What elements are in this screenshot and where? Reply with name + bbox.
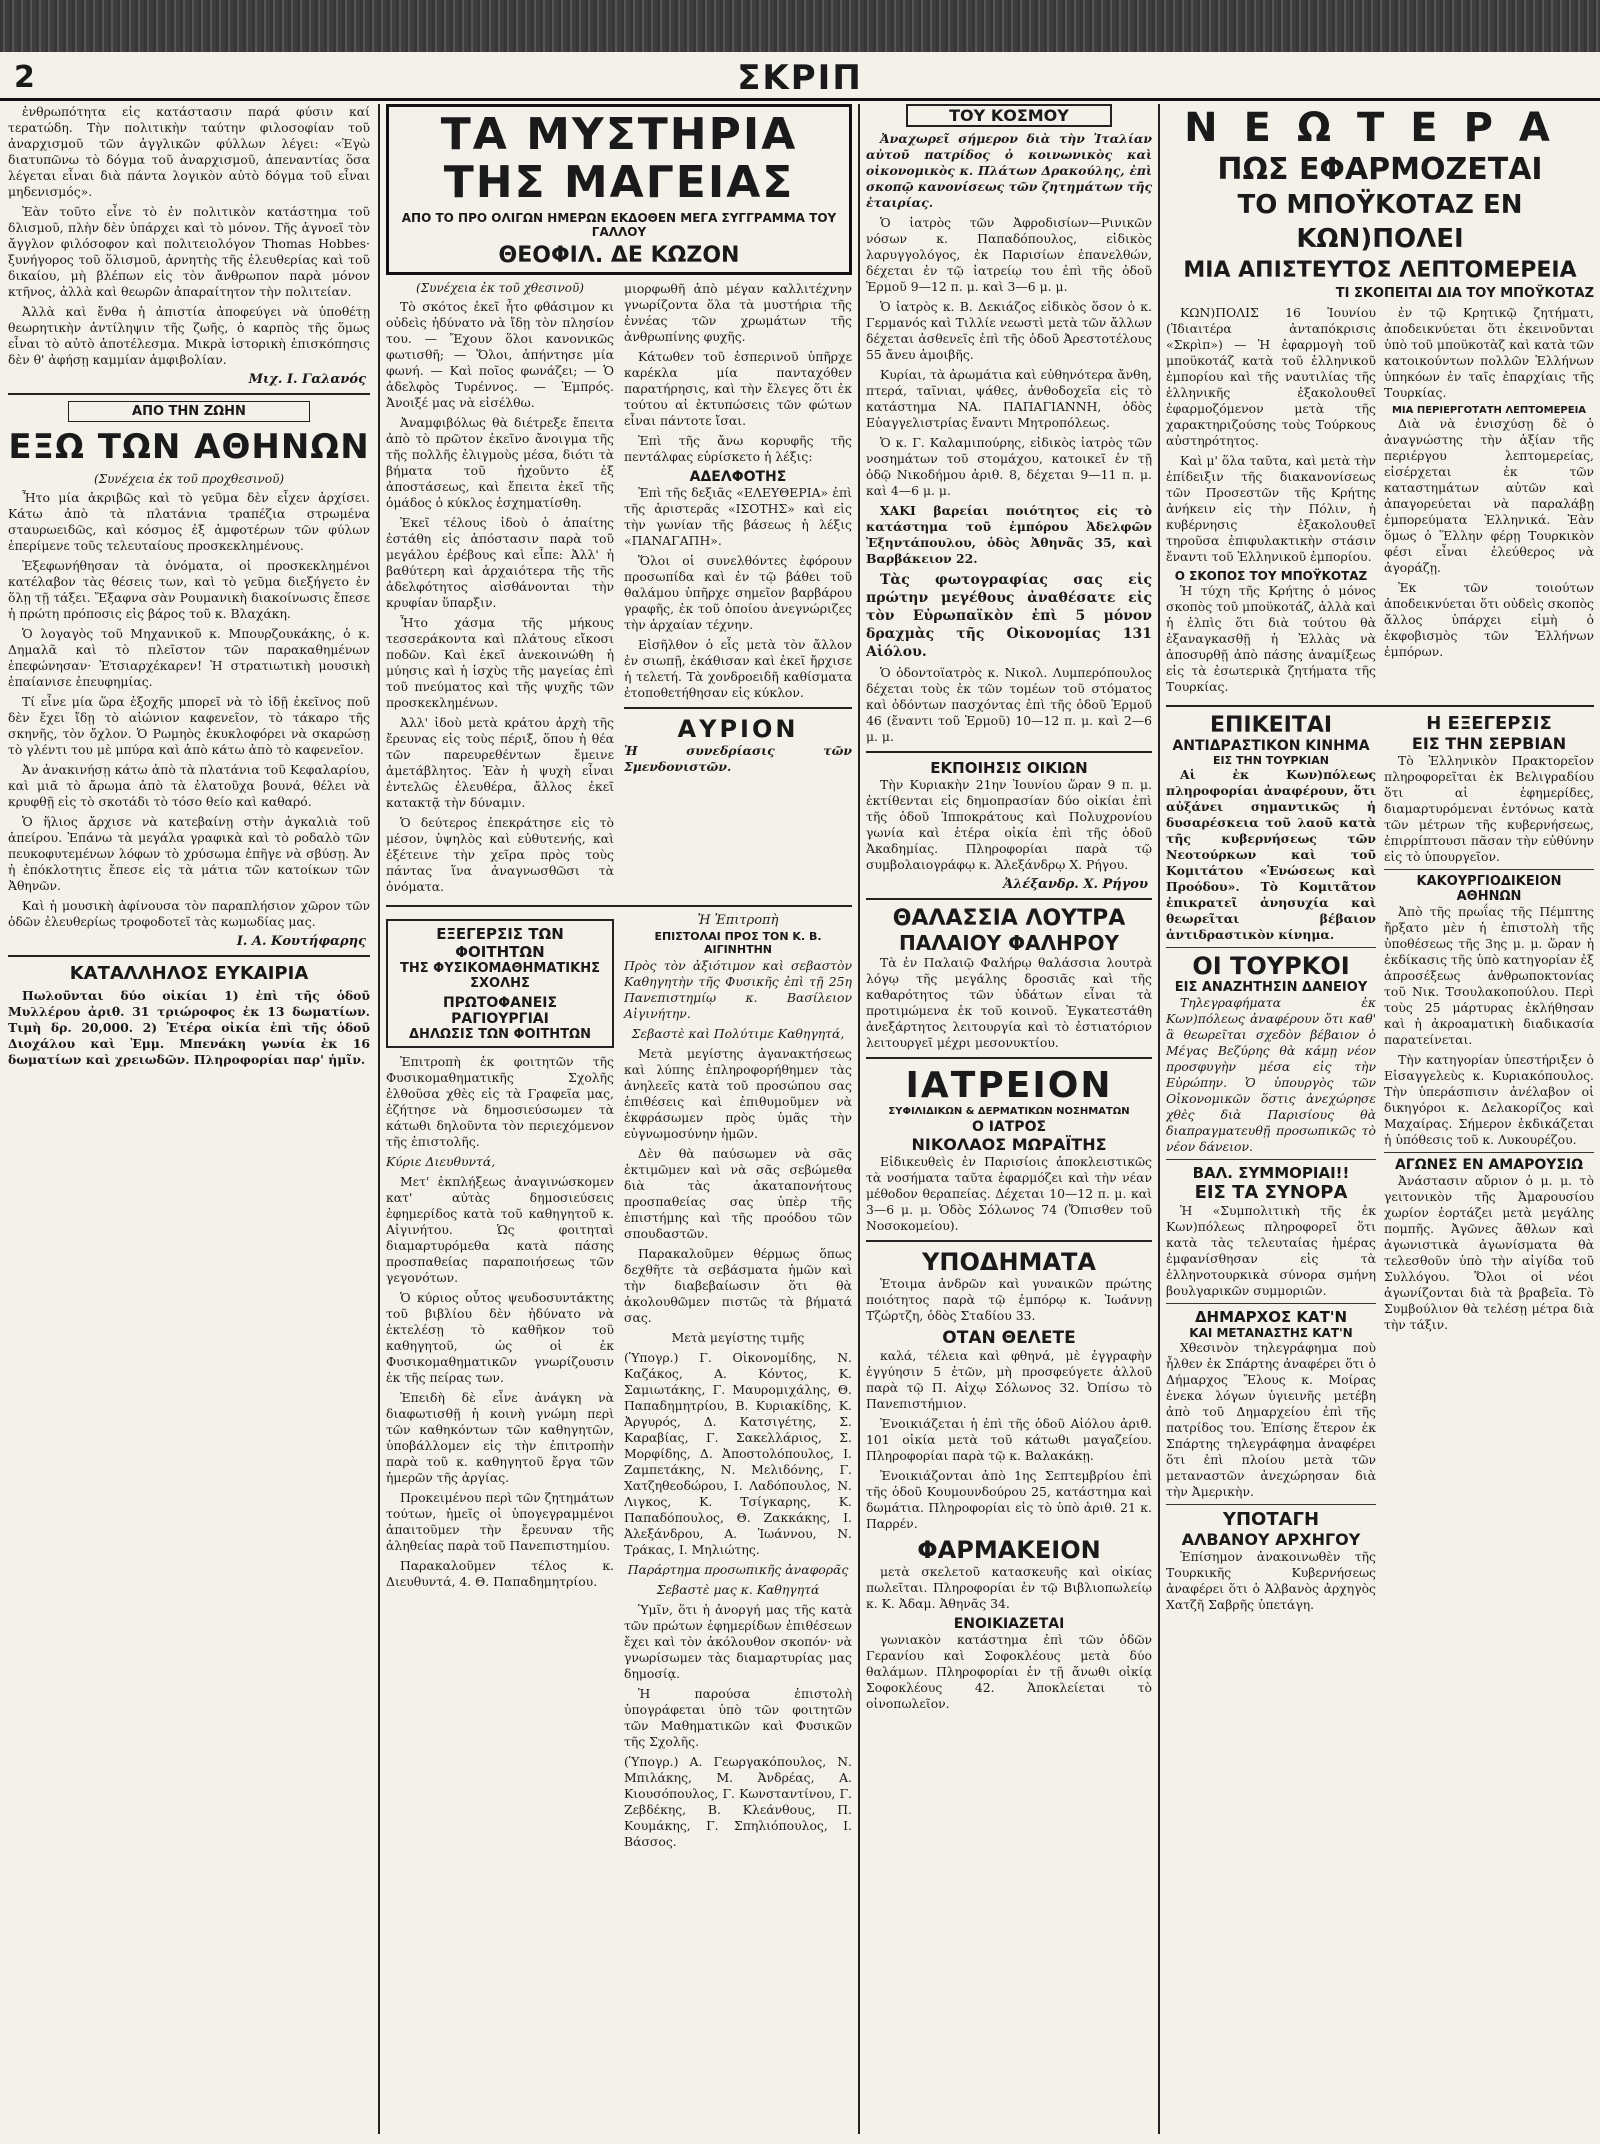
- headline-line-2: ΤΟ ΜΠΟΫΚΟΤΑΖ ΕΝ ΚΩΝ)ΠΟΛΕΙ: [1237, 190, 1523, 254]
- article-paragraph: Τὸ Ἑλληνικὸν Πρακτορεῖον πληροφορεῖται ἐκ Βελιγραδίου ὅτι αἱ ἐφημερίδες, διαμαρτυρόμεναι ἐντόνως κατὰ τῶν μέτρων τῆς κυβερνήσεως, ἐπιρρίπτουσι πᾶσαν τὴν εὐθύνην εἰς τὸ ὑπουργεῖον.: [1384, 753, 1594, 864]
- letters-title: ΕΠΙΣΤΟΛΑΙ ΠΡΟΣ ΤΟΝ Κ. Β. ΑΙΓΙΝΗΤΗΝ: [654, 930, 822, 956]
- students-headline-1: ΕΞΕΓΕΡΣΙΣ ΤΩΝ ΦΟΙΤΗΤΩΝ: [436, 925, 564, 961]
- rental-notice: Ἐνοικιάζεται ἡ ἐπὶ τῆς ὁδοῦ Αἰόλου ἀριθ. 101 οἰκία μετὰ τοῦ κάτωθι μαγαζείου. Πληροφορίαι παρὰ τῷ κ. Βαλακάκῃ.: [866, 1416, 1152, 1463]
- boycott-subcolumn-right: [1384, 305, 1594, 699]
- article-paragraph: Καὶ μ' ὅλα ταῦτα, καὶ μετὰ τὴν ἐπίδειξιν τῆς διακανονίσεως τῶν Προσεστῶν τῆς Κρήτης ἀνήκειν εἰς τὴν Πόλιν, ἡ κυβέρνησις ἐξακολουθεῖ τηροῦσα ἐπιφυλακτικὴν στάσιν ἔναντι τοῦ Ἑλληνικοῦ ἐμπορίου.: [1166, 453, 1376, 564]
- divider: [1166, 1159, 1376, 1160]
- divider: [1384, 869, 1594, 870]
- article-paragraph: Παρακαλοῦμεν θέρμως ὅπως δεχθῆτε τὰ σεβάσματα ἡμῶν καὶ τὴν διαβεβαίωσιν ὅτι θὰ ἀκολουθῶμεν πιστῶς τὰ βήματά σας.: [624, 1246, 852, 1325]
- article-paragraph: Ὅλοι οἱ συνελθόντες ἐφόρουν προσωπίδα καὶ ἐν τῷ βάθει τοῦ θαλάμου ὑπῆρχε σημεῖον βαρβάρου γραφῆς, ἐκ τοῦ ὁποίου ἀνεγνώριζες τὴν ἀρχαίαν τέχνην.: [624, 553, 852, 632]
- article-paragraph: Ὁ δεύτερος ἐπεκράτησε εἰς τὸ μέσον, ὑψηλὸς καὶ εὐθυτενής, καὶ ἐξέτεινε τὴν χεῖρα πρὸς τοὺς πάντας ἵνα ἀναγνωσθῶσι τὰ ὀνόματα.: [386, 815, 614, 894]
- article-paragraph: Ἀναμφιβόλως θὰ διέτρεξε ἔπειτα ἀπὸ τὸ πρῶτον ἐκεῖνο ἄνοιγμα τῆς τῆς πολλῆς ἐλιγμοὺς μέσα, διότι τὰ βήματα τοῦ ἠχοῦντο ἐξ ἀποστάσεως, καὶ ἔπειτα ἐκεῖ τῆς ὁμάδος ὁ κύκλος ἐσχηματίσθη.: [386, 415, 614, 510]
- article-paragraph: Ἐπειδὴ δὲ εἶνε ἀνάγκη νὰ διαφωτισθῇ ἡ κοινὴ γνώμη περὶ τῶν καθηκόντων τῶν καθηγητῶν, ὑποβάλλομεν εἰς τὴν ἐπιτροπὴν παρὰ τοῦ κ. καθηγητοῦ ἔργα τῶν ἡμερῶν τῆς ἀργίας.: [386, 1390, 614, 1485]
- students-headline-box: [386, 919, 614, 1048]
- article-paragraph: Παρακαλοῦμεν τέλος κ. Διευθυντά, 4. Θ. Παπαδημητρίου.: [386, 1558, 614, 1589]
- scan-top-band: [0, 0, 1600, 52]
- pharmacy-text: μετὰ σκελετοῦ κατασκευῆς καὶ οἰκίας πωλεῖται. Πληροφορίαι ἐν τῷ Βιβλιοπωλείῳ κ. Κ. Ἀδαμ. Ἀθηνᾶς 34.: [866, 1564, 1152, 1611]
- article-paragraph: Τὴν κατηγορίαν ὑπεστήριξεν ὁ Εἰσαγγελεὺς κ. Κυριακόπουλος. Τὴν ὑπεράσπισιν ἀνέλαβον οἱ δικηγόροι κ. Δελακορίζος καὶ Μαχαίρας. Σήμερον ἐκδικάζεται ἡ ὑπόθεσις τοῦ κ. Λυκουρέζου.: [1384, 1052, 1594, 1147]
- divider: [1166, 1303, 1376, 1304]
- news-briefs: [1166, 713, 1594, 1617]
- article-paragraph: Ἀν ἀνακινήσῃ κάτω ἀπὸ τὰ πλατάνια τοῦ Κεφαλαρίου, καὶ μιᾶ τὸ ἄρωμα ἀπὸ τὰ ἑλατοῦχα βουνά, θέλει νὰ κρυφθῇ εἰς τὸ σκοτάδι τὸ τόσο θείο καὶ καθαρό.: [8, 762, 370, 809]
- ad-title: ΟΤΑΝ ΘΕΛΕΤΕ: [942, 1328, 1076, 1348]
- headline-line-1: ΠΩΣ ΕΦΑΡΜΟΖΕΤΑΙ: [1217, 152, 1543, 187]
- clinic-text: Εἰδικευθεὶς ἐν Παρισίοις ἀποκλειστικῶς τὰ νοσήματα ταῦτα ἐφαρμόζει καὶ τὴν νέαν μέθοδον θεραπείας. Δέχεται 10—12 π. μ. καὶ 3—6 μ. μ. Ὁδὸς Σόλωνος 74 (Ὄπισθεν τοῦ Νοσοκομείου).: [866, 1154, 1152, 1233]
- news-item: ΧΑΚΙ βαρείαι ποιότητος εἰς τὸ κατάστημα τοῦ ἐμπόρου Ἀδελφῶν Ἐξηντάπουλου, ὁδὸς Ἀθηνᾶς 35, καὶ Βαρβάκειον 22.: [866, 503, 1152, 566]
- rental-text: γωνιακὸν κατάστημα ἐπὶ τῶν ὁδῶν Γερανίου καὶ Σοφοκλέους μετὰ δύο θαλάμων. Πληροφορίαι ἐν τῇ ἄνωθι οἰκίᾳ Σοφοκλέους 42. Ἀποκλείεται τὸ οἰνοπωλεῖον.: [866, 1632, 1152, 1711]
- next-issue-label: ΑΥΡΙΟΝ: [677, 715, 799, 743]
- clinic-doctor-label: Ο ΙΑΤΡΟΣ: [971, 1119, 1047, 1135]
- boycott-subcolumn-left: [1166, 305, 1376, 699]
- news-item: Ὁ ἰατρὸς τῶν Ἀφροδισίων—Ρινικῶν νόσων κ. Παπαδόπουλος, εἰδικὸς λαρυγγολόγος, ἐκ Παρισίων ἐπανελθών, δέχεται ἐν τῷ ἰατρείῳ του ἐπὶ τῆς ὁδοῦ Ἑρμοῦ 9—12 π. μ. καὶ 3—6 μ. μ.: [866, 215, 1152, 294]
- divider: [1166, 1504, 1376, 1505]
- clinic-subtitle: ΣΥΦΙΛΙΔΙΚΩΝ & ΔΕΡΜΑΤΙΚΩΝ ΝΟΣΗΜΑΤΩΝ: [888, 1106, 1130, 1117]
- divider: [8, 955, 370, 957]
- games-title: ΑΓΩΝΕΣ ΕΝ ΑΜΑΡΟΥΣΙΩ: [1394, 1157, 1584, 1173]
- auction-title: ΕΚΠΟΙΗΣΙΣ ΟΙΚΙΩΝ: [930, 759, 1088, 777]
- article-paragraph: Καὶ ἡ μουσικὴ ἀφίνουσα τὸν παραπλήσιον χῶρον τῶν ὁδῶν ἐλευθερίως τροφοδοτεῖ τὰς κωμωδίας μας.: [8, 898, 370, 929]
- baths-title-1: ΘΑΛΑΣΣΙΑ ΛΟΥΤΡΑ: [892, 906, 1126, 931]
- signatories-list: (Ὑπογρ.) Α. Γεωργακόπουλος, Ν. Μπιλάκης, Μ. Ἀνδρέας, Α. Κιουσόπουλος, Γ. Κωνσταντίνου, Γ. Ζεβδέκης, Β. Κλεάνθους, Π. Κουμάκης, Γ. Σπηλιόπουλος, Ι. Βάσσος.: [624, 1754, 852, 1849]
- article-paragraph: Ἀπὸ τῆς πρωΐας τῆς Πέμπτης ἤρξατο μὲν ἡ ἐπιστολὴ τῆς ὑποθέσεως τῆς 3ης μ. μ. ὥραν ἡ ἐκδίκασις τῆς ὑπὸ κατηγορίαν ἐξ ἀπροσέξεως ἀνθρωποκτονίας τοῦ Νικ. Τσουλακοπούλου. Περὶ τοὺς 25 μάρτυρας ἐκλήθησαν καὶ ἡ ἀκροαματικὴ διαδικασία παρατείνεται.: [1384, 904, 1594, 1047]
- chief-title-2: ΑΛΒΑΝΟΥ ΑΡΧΗΓΟΥ: [1181, 1530, 1361, 1549]
- article-paragraph: Ἡ «Συμπολιτικὴ τῆς ἐκ Κων)πόλεως πληροφορεῖ ὅτι κατὰ τὰς τελευταίας ἡμέρας ἐμφανίσθησαν εἰς τὰ ἑλληνοτουρκικὰ σύνορα σμήνη βουλγαρικῶν συμμοριῶν.: [1166, 1203, 1376, 1298]
- react-title-2: ΑΝΤΙΔΡΑΣΤΙΚΟΝ ΚΙΝΗΜΑ: [1172, 738, 1370, 754]
- feature-body: [386, 281, 852, 899]
- divider: [8, 393, 370, 395]
- article-paragraph: Χθεσινὸν τηλεγράφημα ποὺ ἦλθεν ἐκ Σπάρτης ἀναφέρει ὅτι ὁ Δήμαρχος Ἔλους κ. Μοίρας ἐνεκα λόγων ὑγιεινῆς μετέβη ἀπὸ τοῦ Δημαρχείου ἐπὶ τῆς πατρίδος του. Ἐπίσης ἕτερον ἐκ Σπάρτης τηλεγράφημα ἀναφέρει ὅτι ἐπὶ πλοίου μετὰ τῶν μεταναστῶν ἀνεχώρησαν διὰ τὴν Ἀμερικὴν.: [1166, 1340, 1376, 1499]
- feature-author: ΘΕΟΦΙΛ. ΔΕ ΚΩΖΟΝ: [498, 243, 740, 268]
- react-title-3: ΕΙΣ ΤΗΝ ΤΟΥΡΚΙΑΝ: [1213, 754, 1329, 767]
- students-headline-4: ΔΗΛΩΣΙΣ ΤΩΝ ΦΟΙΤΗΤΩΝ: [409, 1027, 591, 1042]
- feature-title-line-1: ΤΑ ΜΥΣΤΗΡΙΑ: [440, 109, 798, 160]
- headline-line-3: ΜΙΑ ΑΠΙΣΤΕΥΤΟΣ ΛΕΠΤΟΜΕΡΕΙΑ: [1183, 258, 1577, 283]
- baths-title-2: ΠΑΛΑΙΟΥ ΦΑΛΗΡΟΥ: [899, 931, 1119, 955]
- chief-title-1: ΥΠΟΤΑΓΗ: [1222, 1509, 1320, 1530]
- mayor-title-2: ΚΑΙ ΜΕΤΑΝΑΣΤΗΣ ΚΑΤ'Ν: [1189, 1326, 1353, 1340]
- signatories-list: (Ὑπογρ.) Γ. Οἰκονομίδης, Ν. Καζάκος, Α. Κόντος, Κ. Σαμιωτάκης, Γ. Μαυρομιχάλης, Θ. Παπαδημητρίου, Β. Κυριακίδης, Κ. Ἀργυρός, Δ. Κατσιγέτης, Σ. Καραβίας, Γ. Σακελλάριος, Σ. Μορφίδης, Δ. Ἀποστολόπουλος, Ι. Ζαμπετάκης, Ν. Μελιδόνης, Γ. Χατζηθεοδώρου, Ι. Λαδόπουλος, Ν. Λιγκος, Κ. Τσίγκαρης, Κ. Παπαδόπουλος, Θ. Ζακκάκης, Ι. Ἀλεξάνδρου, Α. Ἰωάννου, Ν. Τράκας, Ι. Μηλιώτης.: [624, 1350, 852, 1557]
- committee-label: Ἡ Ἐπιτροπὴ: [697, 913, 779, 928]
- article-paragraph: Τηλεγραφήματα ἐκ Κων)πόλεως ἀναφέρουν ὅτι καθ' ἃ θεωρεῖται σχεδὸν βέβαιον ὁ Μέγας Βεζύρης θὰ κάμῃ νέον προσφυγὴν μέσα εἰς τὴν Εὐρώπην. Ὁ ὑπουργὸς τῶν Οἰκονομικῶν ὅστις ἀνεχώρησε χθὲς διὰ Παρισίους θὰ διαπραγματευθῇ προσωπικῶς τὸ νέον δάνειον.: [1166, 995, 1376, 1154]
- article-paragraph: Ἐπὶ τῆς ἄνω κορυφῆς τῆς πεντάλφας εὑρίσκετο ἡ λέξις:: [624, 433, 852, 464]
- feature-subcolumn-right: [624, 281, 852, 899]
- divider: [1166, 705, 1594, 707]
- column-2: [386, 104, 852, 2134]
- column-rule: [378, 104, 380, 2134]
- loan-title-1: ΟΙ ΤΟΥΡΚΟΙ: [1192, 952, 1350, 980]
- headline-line-4: ΤΙ ΣΚΟΠΕΙΤΑΙ ΔΙΑ ΤΟΥ ΜΠΟΫΚΟΤΑΖ: [1335, 286, 1594, 301]
- article-paragraph: Διὰ νὰ ἐνισχύσῃ δὲ ὁ ἀναγνώστης τὴν ἀξίαν τῆς περιέργου λεπτομερείας, εἰσέρχεται ἐκ τῶν καταστημάτων αὐτῶν καὶ ἀπαγορεύεται νὰ παραλάβῃ ἐμπορεύματα Ἑλληνικά. Ἐὰν ὅμως ὁ Ἕλλην φέρῃ Τουρκικὸν φέσι εἶναι ἐλεύθερος νὰ ἀγοράζῃ.: [1384, 416, 1594, 575]
- article-paragraph: Ἐπίσημον ἀνακοινωθὲν τῆς Τουρκικῆς Κυβερνήσεως ἀναφέρει ὅτι ὁ Ἀλβανὸς ἀρχηγὸς Χατζῆ Σαβρῆς ὑπετάγη.: [1166, 1549, 1376, 1612]
- article-paragraph: Ἐκ τῶν τοιούτων ἀποδεικνύεται ὅτι οὐδεὶς σκοπὸς ἄλλος ὑπάρχει εἰμὴ ὁ ἐκφοβισμὸς τῶν Ἑλλήνων ἐμπόρων.: [1384, 580, 1594, 659]
- article-paragraph: Μετ' ἐκπλήξεως ἀναγινώσκομεν κατ' αὐτὰς δημοσιεύσεις ἐφημερίδος κατὰ τοῦ καθηγητοῦ κ. Αἰγινήτου. Ὡς φοιτηταὶ διαμαρτυρόμεθα κατὰ πάσης προσπαθείας παραποιήσεως τῶν γεγονότων.: [386, 1174, 614, 1285]
- article-paragraph: Ἐὰν τοῦτο εἶνε τὸ ἐν πολιτικὸν κατάστημα τοῦ δλισμοῦ, πλὴν δὲν ὑπάρχει καὶ τὸ μόνον. Τῆς ἀγνοεῖ τὸν ἄγγλον φιλόσοφον καὶ πολιτειολόγον Thomas Hobbes· ξυνήγορος τοῦ ὅλισμοῦ, ἀρνητὴς τῆς ἐλευθερίας καὶ τοῦ δικαίου, μὴ βλέπων εἰς τὸν ἄνθρωπον παρὰ μόνον κτῆνος, ἀλλὰ καὶ θεωρῶν ἀπαραίτητον τὴν πολιτείαν.: [8, 204, 370, 299]
- article-paragraph: Ὁ ἥλιος ἄρχισε νὰ κατεβαίνῃ στὴν ἀγκαλιὰ τοῦ ἀπείρου. Ἐπάνω τὰ μεγάλα γραφικὰ καὶ τὸ ροδαλὸ τῶν πευκοφυτεμένων λόφων τὸ χρύσωμα ἐπῆγε νὰ σβύσῃ. Ἀν ἡ ἐπόκλοτητις ἔπεσε εἰς τὰ μάτια τῶν κατοίκων τῶν Ἀθηνῶν.: [8, 814, 370, 893]
- divider: [1384, 1152, 1594, 1153]
- article-paragraph: ΚΩΝ)ΠΟΛΙΣ 16 Ἰουνίου (Ἰδιαιτέρα ἀνταπόκρισις «Σκρὶπ») — Ἡ ἐφαρμογὴ τοῦ μποϋκοτάζ κατὰ τοῦ ἑλληνικοῦ ἐμπορίου καὶ τῆς ναυτιλίας τῆς ἑλληνικῆς ἐξακολουθεῖ ἐφαρμοζόμενον μετὰ τῆς χαρακτηριζούσης τοὺς Τούρκους αὐστηρότητος.: [1166, 305, 1376, 448]
- news-item: Ἀναχωρεῖ σήμερον διὰ τὴν Ἰταλίαν αὐτοῦ πατρίδος ὁ κοινωνικὸς καὶ οἰκονομικὸς κ. Πλάτων Δρακούλης, ἐπὶ σκοπῷ κανονίσεως τῶν ζητημάτων τῆς ἐταιρίας.: [866, 131, 1152, 210]
- rental-title: ΕΝΟΙΚΙΑΖΕΤΑΙ: [953, 1616, 1065, 1632]
- divider: [866, 1057, 1152, 1059]
- students-subcolumn-left: [386, 913, 614, 1854]
- article-paragraph: Ἡ τύχη τῆς Κρήτης ὁ μόνος σκοπὸς τοῦ μποϋκοτάζ, ἀλλὰ καὶ ἡ ἐλπὶς ὅτι διὰ τούτου θὰ ἐξαναγκασθῇ ἡ Ἑλλὰς νὰ ἀποσυρθῇ ἀπὸ πάσης ἀναμίξεως εἰς τὰ ἐσωτερικὰ ζητήματα τῆς Τουρκίας.: [1166, 583, 1376, 694]
- article-paragraph: Ἐπὶ τῆς δεξιᾶς «ΕΛΕΥΘΕΡΙΑ» ἐπὶ τῆς ἀριστερᾶς «ΙΣΟΤΗΣ» καὶ εἰς τὴν γωνίαν τῆς βάσεως ἡ λέξις «ΠΑΝΑΓΑΠΗ».: [624, 485, 852, 548]
- article-paragraph: Κάτωθεν τοῦ ἑσπερινοῦ ὑπῆρχε καρέκλα μία πανταχόθεν παρατήρησις, καὶ τὴν ἔλεγες ὅτι ἐκ τούτου αἱ ἐκτυπώσεις τῶν φώτων εἶναι πάντοτε ἴσαι.: [624, 349, 852, 428]
- gangs-title-2: ΕΙΣ ΤΑ ΣΥΝΟΡΑ: [1194, 1182, 1348, 1203]
- gangs-title-1: ΒΑΛ. ΣΥΜΜΟΡΙΑΙ!!: [1192, 1164, 1350, 1182]
- clinic-title: ΙΑΤΡΕΙΟΝ: [905, 1065, 1113, 1106]
- shoes-title: ΥΠΟΔΗΜΑΤΑ: [922, 1248, 1096, 1276]
- feature-header-box: [386, 104, 852, 275]
- mayor-title-1: ΔΗΜΑΡΧΟΣ ΚΑΤ'Ν: [1194, 1308, 1348, 1326]
- article-paragraph: Μετὰ μεγίστης ἀγανακτήσεως καὶ λύπης ἐπληροφορήθημεν τὰς ἀνηλεεῖς κατὰ τοῦ προσώπου σας ἐπιθέσεις καὶ ἐπιθυμοῦμεν νὰ ἐκφράσωμεν πρὸς ὑμᾶς τὴν εὐγνωμοσύνην ἡμῶν.: [624, 1046, 852, 1141]
- letter-salutation: Σεβαστὲ καὶ Πολύτιμε Καθηγητά,: [631, 1026, 845, 1041]
- news-item: Κυρίαι, τὰ ἀρωμάτια καὶ εὐθηνότερα ἄνθη, πτερά, ταῖνιαι, ψάθες, ἀνθοδοχεῖα εἰς τὸ κατάστημα ΝΑ. ΠΑΠΑΓΙΑΝΝΗ, ὁδὸς Εὐαγγελιστρίας ἔναντι Μητροπόλεως.: [866, 367, 1152, 430]
- loan-title-2: ΕΙΣ ΑΝΑΖΗΤΗΣΙΝ ΔΑΝΕΙΟΥ: [1174, 980, 1368, 995]
- article-paragraph: Ἦτο χάσμα τῆς μήκους τεσσεράκοντα καὶ πλάτους εἴκοσι ποδῶν. Καὶ ἐκεῖ ἀνεκοινώθη ἡ μύησις καὶ ἡ ἰσχὺς τῆς μαγείας ἐπὶ τοῦ πνεύματος καὶ τῆς ψυχῆς τῶν προσκεκλημένων.: [386, 615, 614, 710]
- briefs-subcolumn-left: [1166, 713, 1376, 1617]
- shoes-text: Ἑτοιμα ἀνδρῶν καὶ γυναικῶν πρώτης ποιότητος παρὰ τῷ ἐμπόρῳ κ. Ἰωάννῃ Τζώρτζη, ὁδὸς Σταδίου 33.: [866, 1276, 1152, 1323]
- feature-subcolumn-left: [386, 281, 614, 899]
- article-paragraph: Ὁ λογαγὸς τοῦ Μηχανικοῦ κ. Μπουρζουκάκης, ὁ κ. Δημαλᾶ καὶ τὸ πλεῖστον τῶν παρακαθημένων ἐπεφώνησαν· Ἐτσιαρχέκαρεν! Ἡ στρατιωτικὴ μουσικὴ ἐπαίανισε ἐπευφημίας.: [8, 626, 370, 689]
- classified-title: ΚΑΤΑΛΛΗΛΟΣ ΕΥΚΑΙΡΙΑ: [69, 963, 309, 984]
- subsection-title: Ο ΣΚΟΠΟΣ ΤΟΥ ΜΠΟΫΚΟΤΑΖ: [1174, 569, 1368, 583]
- latest-news-banner: ΝΕΩΤΕΡΑ: [1184, 105, 1576, 151]
- column-1: [8, 104, 370, 2134]
- article-paragraph: Ἐκεῖ τέλους ἰδοὺ ὁ ἀπαίτης ἐστάθη εἰς ἀπόστασιν παρὰ τοῦ μεγάλου ἐρέβους καὶ εἶπε: Ἀλλ' ἡ βαθύτερη καὶ ἀρχαιότερα τῆς τῆς ἀδελφότητος αἰσθάνονται τὴν κρυφίαν ὕπαρξιν.: [386, 515, 614, 610]
- students-subcolumn-right: [624, 913, 852, 1854]
- section-kicker: ΑΠΟ ΤΗΝ ΖΩΗΝ: [68, 401, 310, 422]
- section-title: ΕΞΩ ΤΩΝ ΑΘΗΝΩΝ: [8, 427, 370, 467]
- pentagram-word: ΑΔΕΛΦΟΤΗΣ: [689, 469, 787, 485]
- react-title-1: ΕΠΙΚΕΙΤΑΙ: [1209, 713, 1333, 738]
- letter-recipient: Πρὸς τὸν ἀξιότιμον καὶ σεβαστὸν Καθηγητὴν τῆς Φυσικῆς ἐπὶ τῇ 25η Πανεπιστημίῳ κ. Βασίλειον Αἰγινήτην.: [624, 958, 852, 1021]
- letter-salutation: Σεβαστὲ μας κ. Καθηγητά: [656, 1582, 820, 1597]
- society-title: ΤΟΥ ΚΟΣΜΟΥ: [906, 104, 1112, 127]
- feature-title-line-2: ΤΗΣ ΜΑΓΕΙΑΣ: [443, 157, 795, 208]
- article-paragraph: Ὁ κύριος οὗτος ψευδοσυντάκτης τοῦ βιβλίου δὲν ἠδύνατο νὰ ἐκτελέσῃ τὸ καθῆκον τοῦ καθηγητοῦ, ὡς οἱ ἐκ Φυσικομαθηματικῶν γνωρίζουσιν ἐκ τῆς πείρας των.: [386, 1290, 614, 1385]
- author-signature: Ι. Α. Κουτήφαρης: [236, 934, 366, 949]
- column-3: [866, 104, 1152, 2134]
- serbia-title-2: ΕΙΣ ΤΗΝ ΣΕΡΒΙΑΝ: [1411, 734, 1567, 753]
- continuation-note: (Συνέχεια ἐκ τοῦ προχθεσινοῦ): [93, 472, 285, 486]
- article-paragraph: Τὸ σκότος ἐκεῖ ἦτο φθάσιμον κι οὐδεὶς ἠδύνατο νὰ ἴδῃ τὸν πλησίον του. — Ἔχουν ὅλοι κανονικῶς φωτισθῆ; — Ὅλοι, ἀπήντησε μία φωνή. — Καὶ ποῖος φωνάζει; — Ὁ ἀδελφὸς Τυρέννος. — Ἐμπρός. Ἀνοιξέ μας νὰ εἰσέλθω.: [386, 299, 614, 410]
- court-title: ΚΑΚΟΥΡΓΙΟΔΙΚΕΙΟΝ ΑΘΗΝΩΝ: [1416, 874, 1562, 904]
- article-paragraph: Ἀνάστασιν αὔριον ὁ μ. μ. τὸ γειτονικὸν τῆς Ἀμαρουσίου χωρίον ἑορτάζει μετὰ μεγάλης πομπῆς. Ἀγῶνες ἄθλων καὶ ἀγωνιστικὰ ἀγωνίσματα θὰ τελεσθοῦν ὑπὸ τὴν αἰγίδα τοῦ Συλλόγου. Ὅλοι οἱ νέοι ἀγωνίζονται διὰ τὰ βραβεῖα. Τὸ Συμβούλιον θὰ τελέσῃ μέτρα διὰ τὴν τάξιν.: [1384, 1173, 1594, 1332]
- column-rule: [1158, 104, 1160, 2134]
- article-paragraph: Προκειμένου περὶ τῶν ζητημάτων τούτων, ἡμεῖς οἱ ὑπογεγραμμένοι ἀπαιτοῦμεν τὴν ἔρευναν τῆς ἀληθείας παρὰ τοῦ Πανεπιστημίου.: [386, 1490, 614, 1553]
- divider: [386, 905, 852, 907]
- page-number: 2: [14, 60, 35, 95]
- feature-subtitle: ΑΠΟ ΤΟ ΠΡΟ ΟΛΙΓΩΝ ΗΜΕΡΩΝ ΕΚΔΟΘΕΝ ΜΕΓΑ ΣΥΓΓΡΑΜΜΑ ΤΟΥ ΓΑΛΛΟΥ: [401, 211, 837, 239]
- article-paragraph: Εἰσῆλθον ὁ εἷς μετὰ τὸν ἄλλον ἐν σιωπῇ, ἐκάθισαν καὶ ἐκεῖ ἤρχισε ἡ τελετή. Τὰ χονδροειδῆ καθίσματα ἐτοποθετήθησαν εἰς κύκλον.: [624, 637, 852, 700]
- continuation-note: (Συνέχεια ἐκ τοῦ χθεσινοῦ): [416, 281, 584, 295]
- letter-salutation: Κύριε Διευθυντά,: [386, 1154, 496, 1169]
- news-item: Ὁ ὀδοντοϊατρὸς κ. Νικολ. Λυμπερόπουλος δέχεται τοὺς ἐκ τῶν τομέων τοῦ στόματος καὶ ὀδόντων πασχόντας ἐπὶ τῆς ὁδοῦ Ἑρμοῦ 46 (ἔναντι τοῦ Ἑρμοῦ) 10—12 π. μ. καὶ 2—6 μ. μ.: [866, 665, 1152, 744]
- divider: [866, 898, 1152, 900]
- article-paragraph: ἐνθρωπότητα εἰς κατάστασιν παρά φύσιν καί τερατώδη. Τὴν πολιτικὴν ταύτην φιλοσοφίαν τοῦ ἀναρχισμοῦ τῶν ἀγγλικῶν φύλλων λέγει: «Ἐγὼ διατυπῶνω τὸ δόγμα τοῦ ἀναρχισμοῦ, ἀπεναντίας ὅσα λέγεται εἶναι διὰ πάντα λογικὸν αὐτὸ δόγμα τοῦ εἶναι μηδενισμός».: [8, 104, 370, 199]
- auction-text: Τὴν Κυριακὴν 21ην Ἰουνίου ὥραν 9 π. μ. ἐκτίθενται εἰς δημοπρασίαν δύο οἰκίαι ἐπὶ τῆς ὁδοῦ Ἰπποκράτους καὶ Πολυχρονίου γωνία καὶ ἑτέρα οἰκία ἐπὶ τῆς ὁδοῦ Ἀκαδημίας. Πληροφορίαι παρὰ τῷ συμβολαιογράφῳ κ. Ἀλεξάνδρῳ Χ. Ρήγου.: [866, 777, 1152, 872]
- serbia-title-1: Η ΕΞΕΓΕΡΣΙΣ: [1426, 713, 1552, 734]
- appendix-title: Παράρτημα προσωπικῆς ἀναφορᾶς: [627, 1562, 849, 1577]
- article-paragraph: Αἱ ἐκ Κων)πόλεως πληροφορίαι ἀναφέρουν, ὅτι αὐξάνει σημαντικῶς ἡ δυσαρέσκεια τοῦ λαοῦ κατὰ τῆς κυβερνήσεως τῶν Νεοτούρκων καὶ τοῦ Κομιτάτου «Ἑνώσεως καὶ Προόδου». Τὸ Κομιτᾶτον ἐπικρατεῖ ἀνησυχία καὶ θεωρεῖται βέβαιον ἀντιδραστικὸν κίνημα.: [1166, 767, 1376, 942]
- column-4: [1166, 104, 1594, 2134]
- auction-signature: Ἀλέξανδρ. Χ. Ρήγου: [1003, 877, 1148, 892]
- clinic-doctor-name: ΝΙΚΟΛΑΟΣ ΜΩΡΑΪΤΗΣ: [911, 1135, 1107, 1154]
- divider: [866, 751, 1152, 753]
- article-paragraph: Ὑμῖν, ὅτι ἡ ἀνοργή μας τῆς κατὰ τῶν πρώτων ἐφημερίδων ἐπιθέσεων ἔχει καὶ τὸν ἀκόλουθον σκοπόν· νὰ γνωρίσωμεν τὰς διαμαρτυρίας μας δημοσίᾳ.: [624, 1602, 852, 1681]
- ad-text: καλά, τέλεια καὶ φθηνά, μὲ ἐγγραφὴν ἐγγύησιν 5 ἐτῶν, μὴ προσφεύγετε ἀλλοῦ παρὰ τῷ Π. Αἰχῳ Σόλωνος 32. Ὀπίσω τὸ Πανεπιστήμιον.: [866, 1348, 1152, 1411]
- divider: [866, 1240, 1152, 1242]
- article-paragraph: Ἀλλὰ καὶ ἔνθα ἡ ἀπιστία ἀποφεύγει νὰ ὑποθέτῃ θεωρητικὴν ἀντίληψιν τῆς ζωῆς, ὁ καρπὸς τῆς ὅμως εἶναι τὸ αὐτὸ ἀποτέλεσμα. Μικρὰ ἱστορικὴ ἐπισκόπησις δὲν θ' ἀφήσῃ καμμίαν ἀμφιβολίαν.: [8, 304, 370, 367]
- pharmacy-title: ΦΑΡΜΑΚΕΙΟΝ: [917, 1536, 1101, 1564]
- subsection-title: ΜΙΑ ΠΕΡΙΕΡΓΟΤΑΤΗ ΛΕΠΤΟΜΕΡΕΙΑ: [1391, 405, 1587, 416]
- author-signature: Μιχ. Ι. Γαλανός: [248, 372, 366, 387]
- article-paragraph: Ἐξεφωνήθησαν τὰ ὀνόματα, οἱ προσκεκλημένοι κατέλαβον τὰς θέσεις των, καὶ τὸ γεῦμα διεξήγετο ἐν ὅλῃ τῇ τάξει. Ἔξαφνα σὰν Ρουμανικὴ διακοίνωσις ἔπεσε ἡ πρώτη πρόποσις εἰς βάρος τοῦ κ. Βλαχάκη.: [8, 558, 370, 621]
- article-paragraph: Ἐπιτροπὴ ἐκ φοιτητῶν τῆς Φυσικομαθηματικῆς Σχολῆς ἐλθοῦσα χθὲς εἰς τὰ Γραφεῖα μας, ἐζήτησε νὰ δημοσιεύσωμεν τὰ κάτωθι δηλοῦντα τὸν περιεχόμενον τῆς ἐπιστολῆς.: [386, 1054, 614, 1149]
- students-headline-3: ΠΡΩΤΟΦΑΝΕΙΣ ΡΑΓΙΟΥΡΓΙΑΙ: [442, 995, 558, 1027]
- column-rule: [858, 104, 860, 2134]
- news-item: Ὁ ἰατρὸς κ. Β. Δεκιάζος εἰδικὸς ὅσον ὁ κ. Γερμανός καὶ Τιλλίε νεωστὶ μετὰ τῶν ἄλλων δέχεται ἀσθενεῖς ἐπὶ τῆς ὁδοῦ Ἀρεστοτέλους 55 ἄνευ ἀμοιβῆς.: [866, 299, 1152, 362]
- article-paragraph: μιορφωθῆ ἀπὸ μέγαν καλλιτέχνην γνωρίζοντα ὅλα τὰ μυστήρια τῆς ἐννέας τῶν χρωμάτων τῆς ἀνθρωπίνης φυχῆς.: [624, 281, 852, 344]
- article-paragraph: Ἡ παρούσα ἐπιστολὴ ὑπογράφεται ὑπὸ τῶν φοιτητῶν τῶν Μαθηματικῶν καὶ Φυσικῶν τῆς Σχολῆς.: [624, 1686, 852, 1749]
- news-item: Τὰς φωτογραφίας σας εἰς πρώτην μεγέθους ἀναθέσατε εἰς τὸν Εὐρωπαϊκὸν ἐπὶ 5 μόνον δραχμὰς τῆς Οἰκονομίας 131 Αἰόλου.: [866, 572, 1152, 660]
- divider: [624, 707, 852, 709]
- article-paragraph: Τί εἶνε μία ὥρα ἐξοχῆς μπορεῖ νὰ τὸ ἰδῇ ἐκεῖνος ποῦ δὲν ἔχει ἴδῃ τὸ αἰώνιον καφενεῖον, τὸ τάκαρο τῆς σκηνῆς, τὸν ὄχλον. Ὁ Ρωμηὸς ἐκυκλοφόρει νὰ σκαρώσῃ τὸ γλέντι του μὲ μπύρα καὶ ἀπὸ κάτω ἀπὸ τὸ καφενεῖον.: [8, 694, 370, 757]
- page-header: [0, 58, 1600, 101]
- students-section: [386, 913, 852, 1854]
- divider: [1166, 947, 1376, 948]
- article-paragraph: Ἀλλ' ἰδοὺ μετὰ κράτου ἀρχὴ τῆς ἔρευνας εἰς τοὺς πέριξ, ὅπου ἡ θέα τῶν παρευρεθέντων ἔμεινε ἀμετάβλητος. Ἐὰν ἡ ψυχὴ εἶναι ἐντελῶς ἐλευθέρα, ἄλλος ἐκεῖ κατακτᾷ τὴν δύναμιν.: [386, 715, 614, 810]
- classified-text: Πωλοῦνται δύο οἰκίαι 1) ἐπὶ τῆς ὁδοῦ Μυλλέρου ἀριθ. 31 τριώροφος ἐκ 13 δωματίων. Τιμὴ δρ. 20,000. 2) Ἑτέρα οἰκία ἐπὶ τῆς ὁδοῦ Διοχάλου καὶ Ἐμμ. Μπενάκη γωνία ἐκ 16 δωματίων καὶ χρειωδῶν. Πληροφορίαι παρ' ἡμῖν.: [8, 988, 370, 1067]
- boycott-article: [1166, 305, 1594, 699]
- briefs-subcolumn-right: [1384, 713, 1594, 1617]
- students-headline-2: ΤΗΣ ΦΥΣΙΚΟΜΑΘΗΜΑΤΙΚΗΣ ΣΧΟΛΗΣ: [400, 961, 600, 991]
- rental-notice: Ἐνοικιάζονται ἀπὸ 1ης Σεπτεμβρίου ἐπὶ τῆς ὁδοῦ Κουμουνδούρου 25, κατάστημα καὶ δωμάτια. Πληροφορίαι εἰς τὸ ὑπὸ ἀριθ. 21 κ. Παρρέν.: [866, 1468, 1152, 1531]
- article-paragraph: ἐν τῷ Κρητικῷ ζητήματι, ἀποδεικνύεται ὅτι ἐκεινοῦνται ὑπὸ τοῦ μποϋκοτὰζ καὶ κατὰ τῶν κατοικούντων πολλῶν Ἑλλήνων ὑπηκόων ἐν ταῖς ἐπαρχίαις τῆς Τουρκίας.: [1384, 305, 1594, 400]
- article-paragraph: Ἦτο μία ἀκριβῶς καὶ τὸ γεῦμα δὲν εἶχεν ἀρχίσει. Κάτω ἀπὸ τὰ πλατάνια τραπέζια στρωμένα σταυρωειδῶς, καὶ κόσμος ἐξ ἀμφοτέρων τῶν φύλων ἐπερίμενε τοῦς τελευταίους προσκεκλημένους.: [8, 490, 370, 553]
- masthead-title: ΣΚΡΙΠ: [737, 58, 863, 98]
- news-item: Ὁ κ. Γ. Καλαμιπούρης, εἰδικὸς ἰατρὸς τῶν νοσημάτων τοῦ στομάχου, κατοικεῖ ἐν τῇ ὁδῷ Νικοδήμου ἀριθ. 8, δέχεται 9—11 π. μ. καὶ 4—6 μ. μ.: [866, 435, 1152, 498]
- baths-text: Τὰ ἐν Παλαιῷ Φαλήρῳ θαλάσσια λουτρὰ λόγῳ τῆς μεγάλης δροσιᾶς καὶ τῆς καθαρότητος τῶν ὑδάτων εἶναι τὰ προτιμώμενα ἐκ τοῦ κοινοῦ. Ἐγκατεστάθη ἀνεξάρτητος λειτουργία καὶ τὸ ἐστιατόριον λειτουργεῖ μέχρι μεσονυκτίου.: [866, 955, 1152, 1050]
- article-paragraph: Δὲν θὰ παύσωμεν νὰ σᾶς ἐκτιμῶμεν καὶ νὰ σᾶς σεβώμεθα διὰ τὰς ἀκαταπονήτους προσπαθείας σας ὑπὲρ τῆς ἐπιστήμης καὶ τῆς προόδου τῶν σπουδαστῶν.: [624, 1146, 852, 1241]
- letter-closing: Μετὰ μεγίστης τιμῆς: [671, 1330, 805, 1345]
- next-issue-text: Ἡ συνεδρίασις τῶν Σμενδονιστῶν.: [624, 743, 852, 774]
